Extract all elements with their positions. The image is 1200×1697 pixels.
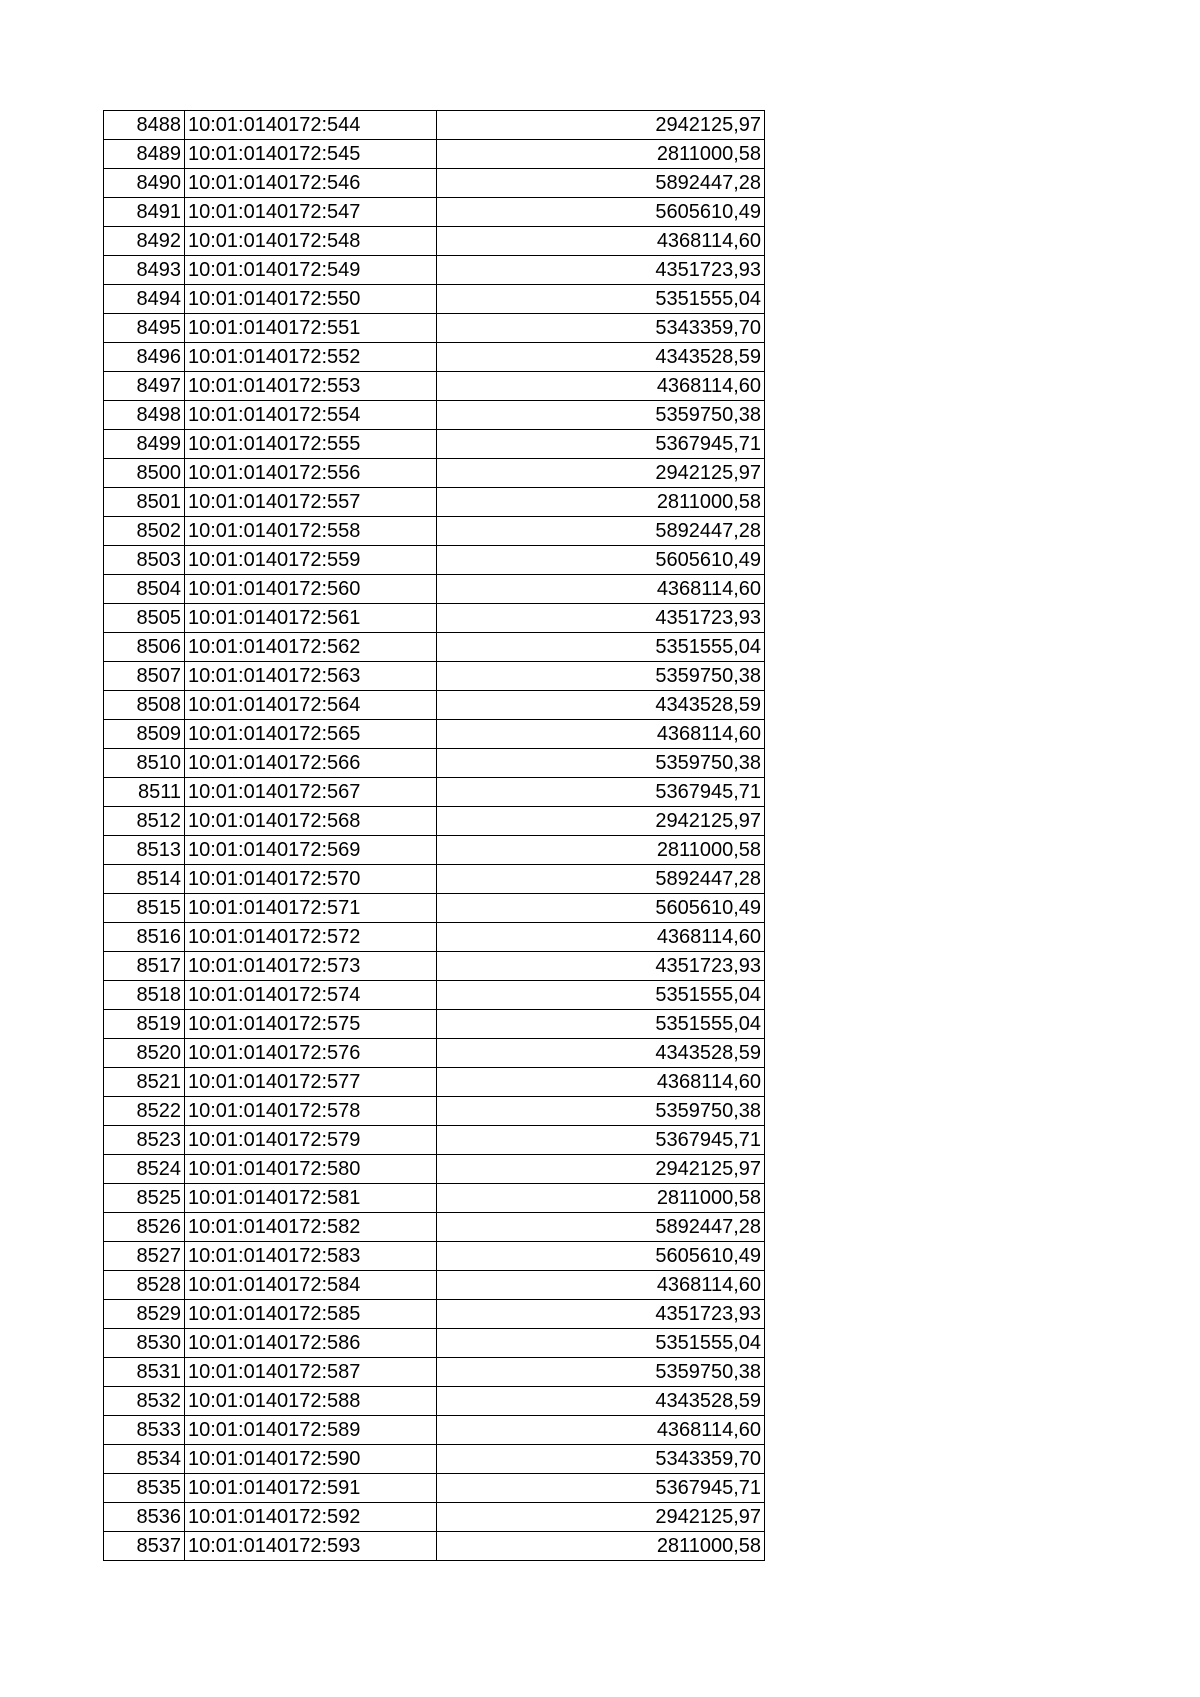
table-row bbox=[104, 1300, 765, 1329]
value-cell: 2942125,97 bbox=[437, 111, 765, 140]
table-row bbox=[104, 1474, 765, 1503]
value-cell: 4368114,60 bbox=[437, 1271, 765, 1300]
row-number-cell: 8509 bbox=[104, 720, 185, 749]
cadastral-number-cell: 10:01:0140172:557 bbox=[185, 488, 437, 517]
row-number-cell: 8519 bbox=[104, 1010, 185, 1039]
cadastral-number-cell: 10:01:0140172:578 bbox=[185, 1097, 437, 1126]
value-cell: 2942125,97 bbox=[437, 1155, 765, 1184]
cadastral-number-cell: 10:01:0140172:565 bbox=[185, 720, 437, 749]
value-cell: 2811000,58 bbox=[437, 1184, 765, 1213]
cadastral-number-cell: 10:01:0140172:546 bbox=[185, 169, 437, 198]
table-row bbox=[104, 343, 765, 372]
table-row bbox=[104, 1184, 765, 1213]
cadastral-number-cell: 10:01:0140172:579 bbox=[185, 1126, 437, 1155]
table-row bbox=[104, 430, 765, 459]
row-number-cell: 8510 bbox=[104, 749, 185, 778]
row-number-cell: 8495 bbox=[104, 314, 185, 343]
row-number-cell: 8513 bbox=[104, 836, 185, 865]
value-cell: 4351723,93 bbox=[437, 604, 765, 633]
row-number-cell: 8490 bbox=[104, 169, 185, 198]
row-number-cell: 8511 bbox=[104, 778, 185, 807]
table-row bbox=[104, 1213, 765, 1242]
table-row bbox=[104, 720, 765, 749]
cadastral-number-cell: 10:01:0140172:567 bbox=[185, 778, 437, 807]
value-cell: 5343359,70 bbox=[437, 314, 765, 343]
row-number-cell: 8488 bbox=[104, 111, 185, 140]
row-number-cell: 8503 bbox=[104, 546, 185, 575]
row-number-cell: 8502 bbox=[104, 517, 185, 546]
cadastral-number-cell: 10:01:0140172:550 bbox=[185, 285, 437, 314]
cadastral-number-cell: 10:01:0140172:556 bbox=[185, 459, 437, 488]
value-cell: 5359750,38 bbox=[437, 401, 765, 430]
value-cell: 2942125,97 bbox=[437, 1503, 765, 1532]
table-row bbox=[104, 952, 765, 981]
cadastral-number-cell: 10:01:0140172:583 bbox=[185, 1242, 437, 1271]
cadastral-number-cell: 10:01:0140172:591 bbox=[185, 1474, 437, 1503]
table-row bbox=[104, 1329, 765, 1358]
table-row bbox=[104, 1532, 765, 1561]
value-cell: 2942125,97 bbox=[437, 459, 765, 488]
row-number-cell: 8530 bbox=[104, 1329, 185, 1358]
cadastral-number-cell: 10:01:0140172:562 bbox=[185, 633, 437, 662]
value-cell: 4368114,60 bbox=[437, 227, 765, 256]
cadastral-number-cell: 10:01:0140172:569 bbox=[185, 836, 437, 865]
table-row bbox=[104, 227, 765, 256]
table-row bbox=[104, 1271, 765, 1300]
table-row bbox=[104, 140, 765, 169]
cadastral-number-cell: 10:01:0140172:592 bbox=[185, 1503, 437, 1532]
row-number-cell: 8517 bbox=[104, 952, 185, 981]
value-cell: 4343528,59 bbox=[437, 343, 765, 372]
value-cell: 4368114,60 bbox=[437, 1068, 765, 1097]
row-number-cell: 8516 bbox=[104, 923, 185, 952]
row-number-cell: 8536 bbox=[104, 1503, 185, 1532]
value-cell: 4343528,59 bbox=[437, 1039, 765, 1068]
table-row bbox=[104, 1387, 765, 1416]
cadastral-number-cell: 10:01:0140172:547 bbox=[185, 198, 437, 227]
cadastral-number-cell: 10:01:0140172:554 bbox=[185, 401, 437, 430]
value-cell: 5892447,28 bbox=[437, 169, 765, 198]
value-cell: 5359750,38 bbox=[437, 1097, 765, 1126]
cadastral-number-cell: 10:01:0140172:593 bbox=[185, 1532, 437, 1561]
cadastral-number-cell: 10:01:0140172:558 bbox=[185, 517, 437, 546]
value-cell: 5351555,04 bbox=[437, 285, 765, 314]
table-row bbox=[104, 1358, 765, 1387]
value-cell: 4343528,59 bbox=[437, 691, 765, 720]
cadastral-number-cell: 10:01:0140172:545 bbox=[185, 140, 437, 169]
table-row bbox=[104, 372, 765, 401]
table-row bbox=[104, 575, 765, 604]
cadastral-number-cell: 10:01:0140172:560 bbox=[185, 575, 437, 604]
cadastral-number-cell: 10:01:0140172:571 bbox=[185, 894, 437, 923]
row-number-cell: 8500 bbox=[104, 459, 185, 488]
row-number-cell: 8499 bbox=[104, 430, 185, 459]
value-cell: 4351723,93 bbox=[437, 1300, 765, 1329]
table-row bbox=[104, 1126, 765, 1155]
row-number-cell: 8523 bbox=[104, 1126, 185, 1155]
table-row bbox=[104, 1155, 765, 1184]
cadastral-number-cell: 10:01:0140172:568 bbox=[185, 807, 437, 836]
row-number-cell: 8520 bbox=[104, 1039, 185, 1068]
value-cell: 2811000,58 bbox=[437, 140, 765, 169]
table-row bbox=[104, 111, 765, 140]
value-cell: 5359750,38 bbox=[437, 662, 765, 691]
value-cell: 5351555,04 bbox=[437, 981, 765, 1010]
value-cell: 5892447,28 bbox=[437, 865, 765, 894]
table-row bbox=[104, 517, 765, 546]
value-cell: 5605610,49 bbox=[437, 546, 765, 575]
row-number-cell: 8529 bbox=[104, 1300, 185, 1329]
value-cell: 4368114,60 bbox=[437, 1416, 765, 1445]
value-cell: 2811000,58 bbox=[437, 836, 765, 865]
value-cell: 2811000,58 bbox=[437, 1532, 765, 1561]
table-row bbox=[104, 198, 765, 227]
table-body bbox=[104, 111, 765, 1561]
table-row bbox=[104, 981, 765, 1010]
value-cell: 5605610,49 bbox=[437, 1242, 765, 1271]
row-number-cell: 8524 bbox=[104, 1155, 185, 1184]
value-cell: 4368114,60 bbox=[437, 575, 765, 604]
row-number-cell: 8514 bbox=[104, 865, 185, 894]
row-number-cell: 8497 bbox=[104, 372, 185, 401]
data-table bbox=[103, 110, 765, 1561]
cadastral-number-cell: 10:01:0140172:553 bbox=[185, 372, 437, 401]
value-cell: 2942125,97 bbox=[437, 807, 765, 836]
value-cell: 5367945,71 bbox=[437, 1126, 765, 1155]
table-row bbox=[104, 256, 765, 285]
table-row bbox=[104, 604, 765, 633]
cadastral-number-cell: 10:01:0140172:580 bbox=[185, 1155, 437, 1184]
value-cell: 4368114,60 bbox=[437, 923, 765, 952]
row-number-cell: 8532 bbox=[104, 1387, 185, 1416]
cadastral-number-cell: 10:01:0140172:573 bbox=[185, 952, 437, 981]
row-number-cell: 8534 bbox=[104, 1445, 185, 1474]
table-row bbox=[104, 894, 765, 923]
table-row bbox=[104, 1039, 765, 1068]
value-cell: 5892447,28 bbox=[437, 517, 765, 546]
row-number-cell: 8512 bbox=[104, 807, 185, 836]
table-row bbox=[104, 1010, 765, 1039]
row-number-cell: 8501 bbox=[104, 488, 185, 517]
value-cell: 4351723,93 bbox=[437, 952, 765, 981]
row-number-cell: 8491 bbox=[104, 198, 185, 227]
value-cell: 5605610,49 bbox=[437, 894, 765, 923]
row-number-cell: 8496 bbox=[104, 343, 185, 372]
value-cell: 5359750,38 bbox=[437, 749, 765, 778]
value-cell: 4351723,93 bbox=[437, 256, 765, 285]
table-row bbox=[104, 865, 765, 894]
row-number-cell: 8498 bbox=[104, 401, 185, 430]
table-row bbox=[104, 169, 765, 198]
table-row bbox=[104, 401, 765, 430]
cadastral-number-cell: 10:01:0140172:586 bbox=[185, 1329, 437, 1358]
cadastral-number-cell: 10:01:0140172:575 bbox=[185, 1010, 437, 1039]
table-row bbox=[104, 314, 765, 343]
table-row bbox=[104, 546, 765, 575]
table-row bbox=[104, 459, 765, 488]
row-number-cell: 8494 bbox=[104, 285, 185, 314]
value-cell: 5367945,71 bbox=[437, 778, 765, 807]
cadastral-number-cell: 10:01:0140172:582 bbox=[185, 1213, 437, 1242]
table-row bbox=[104, 923, 765, 952]
table-row bbox=[104, 285, 765, 314]
row-number-cell: 8526 bbox=[104, 1213, 185, 1242]
value-cell: 5359750,38 bbox=[437, 1358, 765, 1387]
cadastral-number-cell: 10:01:0140172:577 bbox=[185, 1068, 437, 1097]
value-cell: 4368114,60 bbox=[437, 372, 765, 401]
value-cell: 5367945,71 bbox=[437, 1474, 765, 1503]
row-number-cell: 8522 bbox=[104, 1097, 185, 1126]
table-row bbox=[104, 749, 765, 778]
table-row bbox=[104, 1503, 765, 1532]
cadastral-number-cell: 10:01:0140172:548 bbox=[185, 227, 437, 256]
cadastral-number-cell: 10:01:0140172:563 bbox=[185, 662, 437, 691]
value-cell: 5351555,04 bbox=[437, 1010, 765, 1039]
value-cell: 2811000,58 bbox=[437, 488, 765, 517]
row-number-cell: 8493 bbox=[104, 256, 185, 285]
row-number-cell: 8528 bbox=[104, 1271, 185, 1300]
table-row bbox=[104, 778, 765, 807]
value-cell: 5892447,28 bbox=[437, 1213, 765, 1242]
cadastral-number-cell: 10:01:0140172:585 bbox=[185, 1300, 437, 1329]
cadastral-number-cell: 10:01:0140172:552 bbox=[185, 343, 437, 372]
cadastral-number-cell: 10:01:0140172:544 bbox=[185, 111, 437, 140]
row-number-cell: 8537 bbox=[104, 1532, 185, 1561]
cadastral-number-cell: 10:01:0140172:549 bbox=[185, 256, 437, 285]
cadastral-number-cell: 10:01:0140172:589 bbox=[185, 1416, 437, 1445]
value-cell: 5351555,04 bbox=[437, 1329, 765, 1358]
table-row bbox=[104, 691, 765, 720]
table-row bbox=[104, 836, 765, 865]
table-row bbox=[104, 662, 765, 691]
cadastral-number-cell: 10:01:0140172:584 bbox=[185, 1271, 437, 1300]
row-number-cell: 8527 bbox=[104, 1242, 185, 1271]
table-row bbox=[104, 488, 765, 517]
value-cell: 5351555,04 bbox=[437, 633, 765, 662]
cadastral-number-cell: 10:01:0140172:564 bbox=[185, 691, 437, 720]
row-number-cell: 8525 bbox=[104, 1184, 185, 1213]
cadastral-number-cell: 10:01:0140172:588 bbox=[185, 1387, 437, 1416]
cadastral-number-cell: 10:01:0140172:574 bbox=[185, 981, 437, 1010]
cadastral-number-cell: 10:01:0140172:551 bbox=[185, 314, 437, 343]
cadastral-number-cell: 10:01:0140172:576 bbox=[185, 1039, 437, 1068]
row-number-cell: 8533 bbox=[104, 1416, 185, 1445]
table-row bbox=[104, 1242, 765, 1271]
cadastral-number-cell: 10:01:0140172:590 bbox=[185, 1445, 437, 1474]
row-number-cell: 8508 bbox=[104, 691, 185, 720]
value-cell: 5343359,70 bbox=[437, 1445, 765, 1474]
row-number-cell: 8507 bbox=[104, 662, 185, 691]
table-row bbox=[104, 1416, 765, 1445]
cadastral-number-cell: 10:01:0140172:559 bbox=[185, 546, 437, 575]
cadastral-number-cell: 10:01:0140172:570 bbox=[185, 865, 437, 894]
table-row bbox=[104, 1097, 765, 1126]
row-number-cell: 8492 bbox=[104, 227, 185, 256]
row-number-cell: 8506 bbox=[104, 633, 185, 662]
row-number-cell: 8489 bbox=[104, 140, 185, 169]
cadastral-number-cell: 10:01:0140172:581 bbox=[185, 1184, 437, 1213]
row-number-cell: 8535 bbox=[104, 1474, 185, 1503]
row-number-cell: 8505 bbox=[104, 604, 185, 633]
table-row bbox=[104, 1445, 765, 1474]
row-number-cell: 8531 bbox=[104, 1358, 185, 1387]
table-row bbox=[104, 1068, 765, 1097]
table-row bbox=[104, 633, 765, 662]
cadastral-number-cell: 10:01:0140172:566 bbox=[185, 749, 437, 778]
row-number-cell: 8518 bbox=[104, 981, 185, 1010]
cadastral-number-cell: 10:01:0140172:561 bbox=[185, 604, 437, 633]
value-cell: 4343528,59 bbox=[437, 1387, 765, 1416]
value-cell: 5367945,71 bbox=[437, 430, 765, 459]
row-number-cell: 8521 bbox=[104, 1068, 185, 1097]
row-number-cell: 8504 bbox=[104, 575, 185, 604]
cadastral-number-cell: 10:01:0140172:555 bbox=[185, 430, 437, 459]
value-cell: 5605610,49 bbox=[437, 198, 765, 227]
table-row bbox=[104, 807, 765, 836]
value-cell: 4368114,60 bbox=[437, 720, 765, 749]
row-number-cell: 8515 bbox=[104, 894, 185, 923]
cadastral-number-cell: 10:01:0140172:572 bbox=[185, 923, 437, 952]
cadastral-number-cell: 10:01:0140172:587 bbox=[185, 1358, 437, 1387]
